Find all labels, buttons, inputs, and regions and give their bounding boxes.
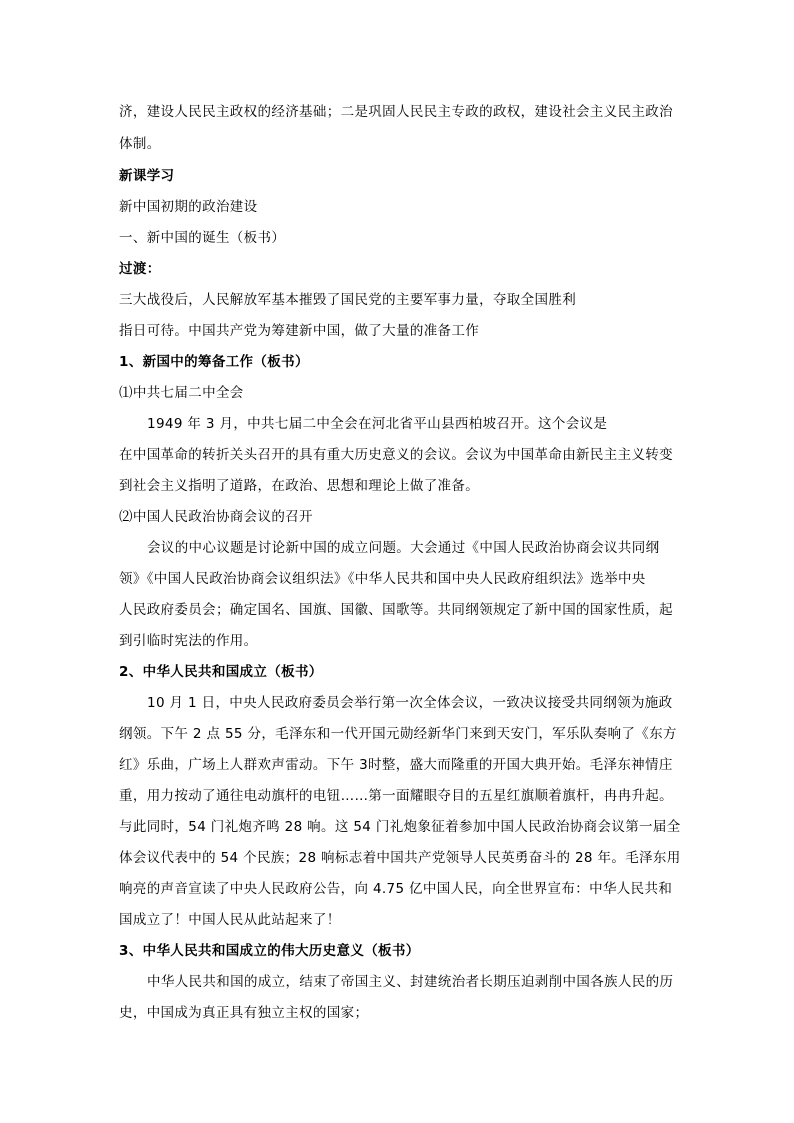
text-line: 国成立了！中国人民从此站起来了！ [119, 912, 341, 928]
text-line: ⑵中国人民政治协商会议的召开 [119, 509, 313, 525]
text-line: 红》乐曲，广场上人群欢声雷动。下午 3时整，盛大而隆重的开国大典开始。毛泽东神情庄 [119, 757, 673, 773]
text-line: 新中国初期的政治建设 [119, 199, 258, 215]
text-line: 指日可待。中国共产党为筹建新中国，做了大量的准备工作 [119, 323, 480, 339]
text-line: 到引临时宪法的作用。 [119, 633, 258, 649]
text-line: 会议的中心议题是讨论新中国的成立问题。大会通过《中国人民政治协商会议共同纲 [147, 540, 660, 556]
text-line: 到社会主义指明了道路，在政治、思想和理论上做了准备。 [119, 478, 480, 494]
text-line: 中华人民共和国的成立，结束了帝国主义、封建统治者长期压迫剥削中国各族人民的历 [147, 974, 674, 990]
transition-label: 过渡： [119, 261, 161, 277]
text-line: ⑴中共七届二中全会 [119, 385, 244, 401]
text-line: 纲领。下午 2 点 55 分，毛泽东和一代开国元勋经新华门来到天安门，军乐队奏响了《东方 [119, 726, 677, 742]
text-line: 济，建设人民民主政权的经济基础；二是巩固人民民主专政的政权，建设社会主义民主政治 [119, 104, 673, 120]
subsection-heading: 1、新国中的筹备工作（板书） [119, 354, 309, 370]
text-line: 响亮的声音宣读了中央人民政府公告，向 4.75 亿中国人民，向全世界宣布：中华人民共和 [119, 881, 673, 897]
subsection-heading: 2、中华人民共和国成立（板书） [119, 664, 323, 680]
section-heading: 新课学习 [119, 168, 175, 184]
text-line: 三大战役后，人民解放军基本摧毁了国民党的主要军事力量，夺取全国胜利 [119, 292, 577, 308]
text-line: 领》《中国人民政治协商会议组织法》《中华人民共和国中央人民政府组织法》选举中央 [119, 571, 646, 587]
text-line: 体制。 [119, 136, 161, 152]
text-line: 重，用力按动了通往电动旗杆的电钮……第一面耀眼夺目的五星红旗顺着旗杆，冉冉升起。 [119, 788, 673, 804]
text-line: 一、新中国的诞生（板书） [119, 230, 286, 246]
text-line: 与此同时，54 门礼炮齐鸣 28 响。这 54 门礼炮象征着参加中国人民政治协商会议第一届全 [119, 819, 681, 835]
text-line: 人民政府委员会；确定国名、国旗、国徽、国歌等。共同纲领规定了新中国的国家性质，起 [119, 602, 673, 618]
text-line: 在中国革命的转折关头召开的具有重大历史意义的会议。会议为中国革命由新民主主义转变 [119, 447, 673, 463]
text-line: 体会议代表中的 54 个民族；28 响标志着中国共产党领导人民英勇奋斗的 28 年。毛泽东用 [119, 850, 681, 866]
subsection-heading: 3、中华人民共和国成立的伟大历史意义（板书） [119, 943, 420, 959]
text-line: 史，中国成为真正具有独立主权的国家； [119, 1005, 369, 1021]
text-line: 1949 年 3 月，中共七届二中全会在河北省平山县西柏坡召开。这个会议是 [147, 416, 608, 432]
text-line: 10 月 1 日，中央人民政府委员会举行第一次全体会议，一致决议接受共同纲领为施政 [147, 695, 673, 711]
